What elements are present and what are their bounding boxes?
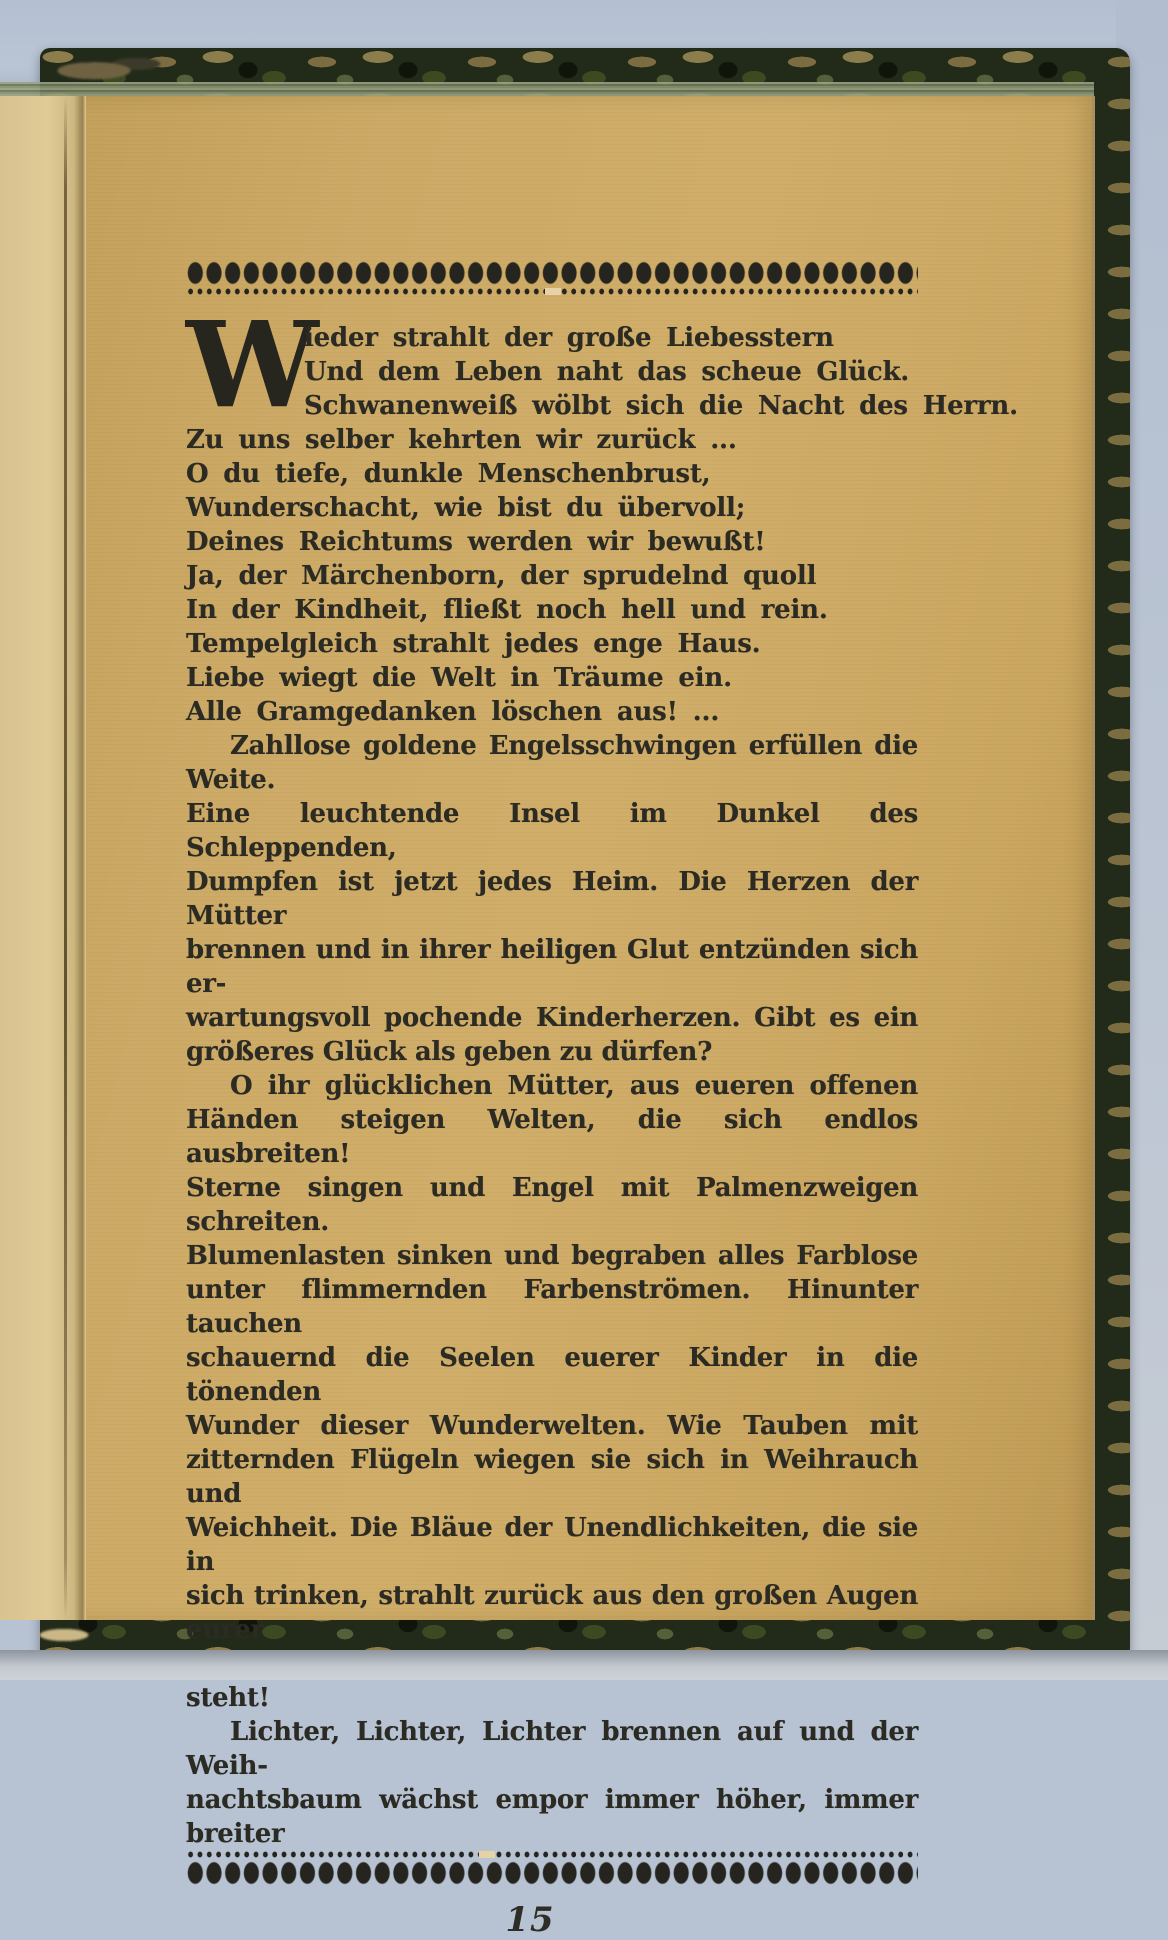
prose-line: sich trinken, strahlt zurück aus den großen Augen eurer [186, 1581, 918, 1645]
gutter-crease [64, 96, 67, 1620]
prose-line: Dumpfen ist jetzt jedes Heim. Die Herzen der Mütter [186, 867, 918, 931]
prose-line: O ihr glücklichen Mütter, aus eueren offenen [230, 1071, 918, 1101]
prose-line: nachtsbaum wächst empor immer höher, immer breiter [186, 1785, 918, 1849]
poem-line: Zu uns selber kehrten wir zurück ... [186, 425, 737, 455]
drop-cap-w: W [186, 295, 315, 434]
poem-line: Deines Reichtums werden wir bewußt! [186, 527, 766, 557]
poem-line: Alle Gramgedanken löschen aus! ... [186, 697, 720, 727]
paragraph [186, 729, 918, 1069]
small-dots-row [186, 1851, 918, 1858]
ornament-border-top [186, 260, 918, 295]
prose-line: schauernd die Seelen euerer Kinder in die tönenden [186, 1343, 918, 1407]
large-dots-row [186, 260, 918, 286]
poem [186, 295, 1018, 729]
small-dots-row [186, 288, 918, 295]
text-block [186, 260, 1018, 1940]
paragraph [186, 1715, 918, 1851]
cover-torn-edge [46, 52, 166, 86]
large-dots-row [186, 1860, 918, 1886]
prose-line: unter flimmernden Farbenströmen. Hinunter tauchen [186, 1275, 918, 1339]
prose-line: Wunder dieser Wunderwelten. Wie Tauben mit [186, 1411, 918, 1441]
prose-line: Sterne singen und Engel mit Palmenzweigen schreiten. [186, 1173, 918, 1237]
poem-line: In der Kindheit, fließt noch hell und rein. [186, 595, 828, 625]
prose-line: zitternden Flügeln wiegen sie sich in Weihrauch und [186, 1445, 918, 1509]
ornament-border-bottom [186, 1851, 918, 1886]
poem-line: Und dem Leben naht das scheue Glück. [304, 357, 910, 387]
prose-line: Zahllose goldene Engelsschwingen erfüllen die Weite. [186, 731, 918, 795]
page-number: 15 [505, 1900, 555, 1940]
prose-line: wartungsvoll pochende Kinderherzen. Gibt es ein [186, 1003, 918, 1033]
prose-line: Lichter, Lichter, Lichter brennen auf und der Weih- [186, 1717, 918, 1781]
prose-line: Blumenlasten sinken und begraben alles Farblose [186, 1241, 918, 1271]
prose-line: Eine leuchtende Insel im Dunkel des Schleppenden, [186, 799, 918, 863]
poem-line: O du tiefe, dunkle Menschenbrust, [186, 459, 711, 489]
poem-line: Schwanenweiß wölbt sich die Nacht des Herrn. [304, 391, 1018, 421]
book-page [0, 96, 1095, 1940]
prose-line: größeres Glück als geben zu dürfen? [186, 1037, 713, 1067]
poem-line: Ja, der Märchenborn, der sprudelnd quoll [186, 561, 817, 591]
paragraph [186, 1069, 918, 1715]
prose [186, 729, 918, 1851]
prose-line: brennen und in ihrer heiligen Glut entzünden sich er- [186, 935, 918, 999]
poem-line: Liebe wiegt die Welt in Träume ein. [186, 663, 732, 693]
poem-line: Tempelgleich strahlt jedes enge Haus. [186, 629, 761, 659]
prose-line: Händen steigen Welten, die sich endlos ausbreiten! [186, 1105, 918, 1169]
torn-paper-bit [28, 1622, 118, 1648]
poem-line: ieder strahlt der große Liebesstern [304, 323, 834, 353]
gutter-area [0, 96, 86, 1620]
prose-line: steht! [186, 1683, 270, 1713]
prose-line: Weichheit. Die Bläue der Unendlichkeiten, die sie in [186, 1513, 918, 1577]
scanner-background-bottom [0, 1650, 1168, 1680]
poem-line: Wunderschacht, wie bist du übervoll; [186, 493, 746, 523]
